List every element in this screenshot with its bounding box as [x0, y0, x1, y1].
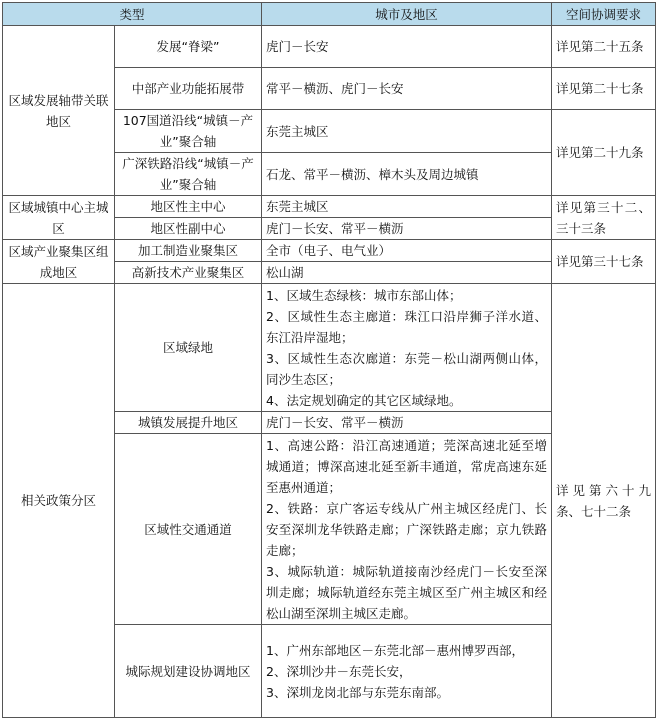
subcategory: 广深铁路沿线“城镇－产业”聚合轴	[115, 153, 262, 196]
list-item: 2、深圳沙井－东莞长安，	[266, 663, 412, 679]
list-item: 1、高速公路：沿江高速通道；莞深高速北延至增城通道；博深高速北延至新丰通道，常虎高速东延至惠州通道；	[266, 437, 548, 495]
cities-cell: 松山湖	[262, 262, 552, 284]
cities-cell: 虎门－长安、常平－横沥	[262, 412, 552, 434]
transport-list	[262, 434, 552, 625]
table-row	[3, 196, 656, 218]
header-type: 类型	[3, 3, 262, 26]
requirement-cell: 详见第六十九条、七十二条	[552, 284, 656, 718]
subcategory: 107国道沿线“城镇－产业”聚合轴	[115, 110, 262, 153]
cities-cell: 全市（电子、电气业）	[262, 240, 552, 262]
list-item: 2、区域性生态主廊道：珠江口沿岸狮子洋水道、东江沿岸湿地；	[266, 308, 548, 345]
list-item: 4、法定规划确定的其它区域绿地。	[266, 392, 462, 408]
list-item: 2、铁路：京广客运专线从广州主城区经虎门、长安至深圳龙华铁路走廊；广深铁路走廊；京九铁路走廊；	[266, 500, 548, 558]
cities-cell: 东莞主城区	[262, 110, 552, 153]
header-cities: 城市及地区	[262, 3, 552, 26]
header-row	[3, 3, 656, 26]
subcategory: 区域绿地	[115, 284, 262, 412]
subcategory: 发展“脊梁”	[115, 26, 262, 68]
subcategory: 加工制造业聚集区	[115, 240, 262, 262]
category-center: 区域城镇中心主城区	[3, 196, 115, 240]
subcategory: 城际规划建设协调地区	[115, 625, 262, 718]
subcategory: 城镇发展提升地区	[115, 412, 262, 434]
table-row	[3, 26, 656, 68]
requirement-cell: 详见第三十二、三十三条	[552, 196, 656, 240]
cities-cell: 虎门－长安、常平－横沥	[262, 218, 552, 240]
coordination-list	[262, 625, 552, 718]
category-industry: 区域产业聚集区组成地区	[3, 240, 115, 284]
cities-cell: 虎门－长安	[262, 26, 552, 68]
subcategory: 区域性交通通道	[115, 434, 262, 625]
list-item: 3、城际轨道：城际轨道接南沙经虎门－长安至深圳走廊；城际轨道经东莞主城区至广州主城区和经松山湖至深圳主城区走廊。	[266, 563, 548, 621]
spatial-coordination-table	[2, 2, 656, 718]
list-item: 1、广州东部地区－东莞北部－惠州博罗西部，	[266, 642, 524, 658]
requirement-cell: 详见第二十五条	[552, 26, 656, 68]
cities-cell: 东莞主城区	[262, 196, 552, 218]
subcategory: 地区性副中心	[115, 218, 262, 240]
green-list	[262, 284, 552, 412]
category-policy: 相关政策分区	[3, 284, 115, 718]
cities-cell: 常平－横沥、虎门－长安	[262, 68, 552, 110]
subcategory: 地区性主中心	[115, 196, 262, 218]
requirement-cell: 详见第三十七条	[552, 240, 656, 284]
subcategory: 中部产业功能拓展带	[115, 68, 262, 110]
list-item: 3、区域性生态次廊道：东莞－松山湖两侧山体，同沙生态区；	[266, 350, 548, 387]
requirement-cell: 详见第二十七条	[552, 68, 656, 110]
category-axis: 区域发展轴带关联地区	[3, 26, 115, 196]
table-row	[3, 240, 656, 262]
header-requirements: 空间协调要求	[552, 3, 656, 26]
cities-cell: 石龙、常平－横沥、樟木头及周边城镇	[262, 153, 552, 196]
list-item: 1、区域生态绿核：城市东部山体；	[266, 287, 462, 303]
table-row	[3, 284, 656, 412]
list-item: 3、深圳龙岗北部与东莞东南部。	[266, 684, 449, 700]
subcategory: 高新技术产业聚集区	[115, 262, 262, 284]
requirement-cell: 详见第二十九条	[552, 110, 656, 196]
